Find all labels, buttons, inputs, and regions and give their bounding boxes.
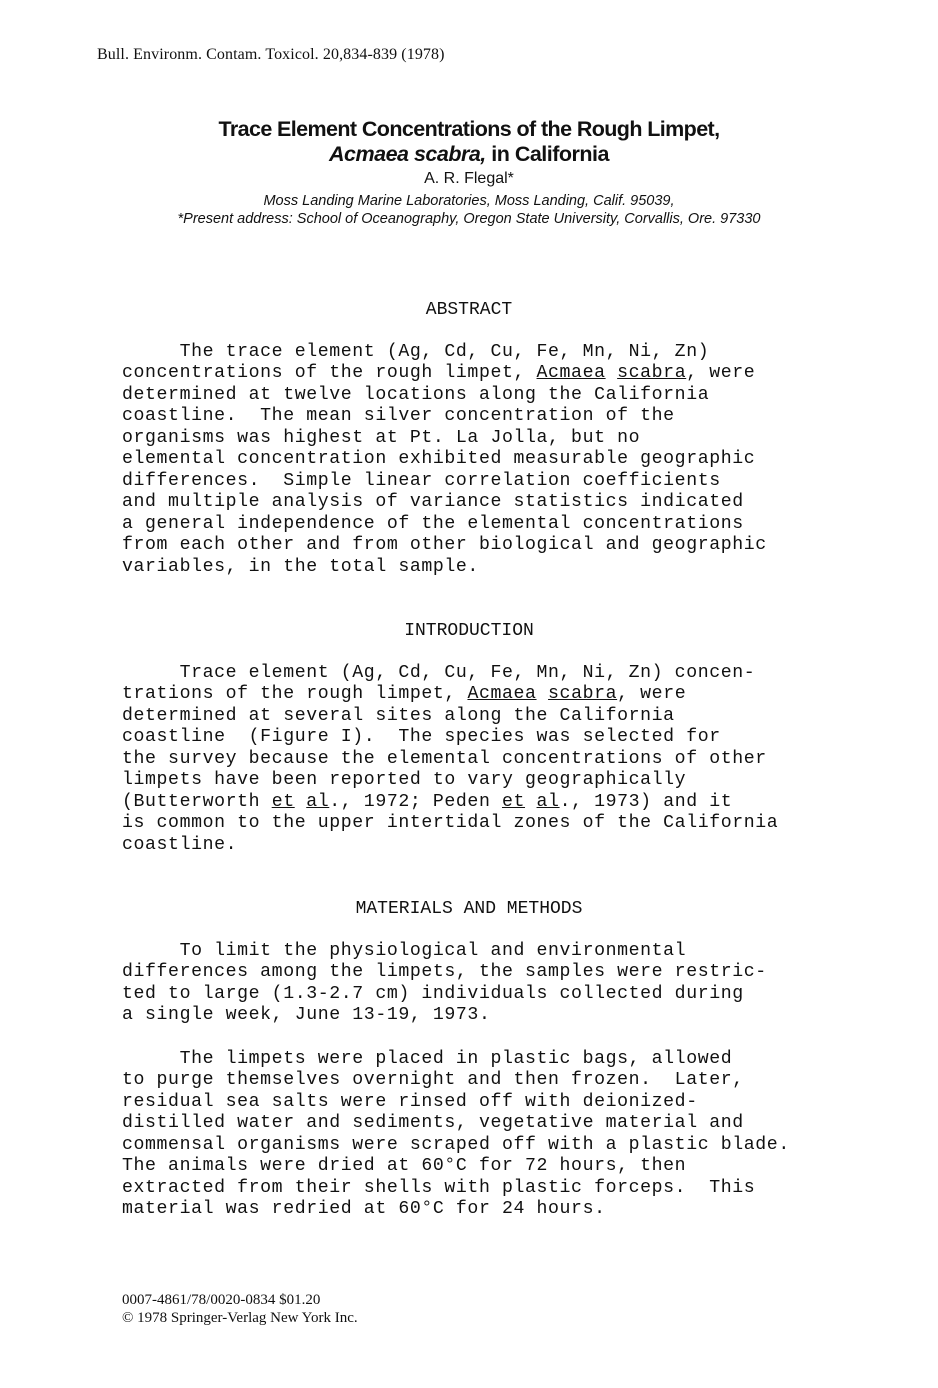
species-underlined: scabra [617, 363, 687, 384]
title-location: in California [485, 142, 609, 166]
species-name: Acmaea scabra, [329, 142, 486, 166]
copyright-notice: © 1978 Springer-Verlag New York Inc. [122, 1310, 358, 1326]
genus-underlined: Acmaea [467, 684, 537, 705]
methods-paragraph-2: The limpets were placed in plastic bags, allowed to purge themselves overnight and then frozen. Later, residual sea salts were rinsed off with deionized- distilled water and sediments, vegetative material and commensal organisms were scraped off with a plastic blade. The animals were dried at 60°C for 72 hours, then extracted from their shells with plastic forceps. This material was redried at 60°C for 24 hours. [122, 1049, 790, 1220]
species-underlined: scabra [548, 684, 618, 705]
paper-title-line-2 [0, 142, 938, 167]
introduction-paragraph: Trace element (Ag, Cd, Cu, Fe, Mn, Ni, Zn) concen- trations of the rough limpet, Acmaea scabra, were determined at several sites along the California coastline (Figure I). The species was selected for the survey because the elemental concentrations of other limpets have been reported to vary geographically (Butterworth et al., 1972; Peden et al., 1973) and it is common to the upper intertidal zones of the California coastline. [122, 663, 779, 855]
methods-heading: MATERIALS AND METHODS [355, 899, 583, 919]
introduction-heading: INTRODUCTION [404, 621, 534, 641]
present-address: *Present address: School of Oceanography, Oregon State University, Corvallis, Ore. 97330 [177, 211, 761, 227]
methods-paragraph-1: To limit the physiological and environmental differences among the limpets, the samples were restric- ted to large (1.3-2.7 cm) individuals collected during a single week, June 13-19, 1973. [122, 941, 767, 1026]
genus-underlined: Acmaea [536, 363, 606, 384]
paper-title-line-1: Trace Element Concentrations of the Rough Limpet, [218, 117, 720, 141]
abstract-paragraph: The trace element (Ag, Cd, Cu, Fe, Mn, Ni, Zn) concentrations of the rough limpet, Acmaea scabra, were determined at twelve locations along the California coastline. The mean silver concentration of the organisms was highest at Pt. La Jolla, but no elemental concentration exhibited measurable geographic differences. Simple linear correlation coefficients and multiple analysis of variance statistics indicated a general independence of the elemental concentrations from each other and from other biological and geographic variables, in the total sample. [122, 342, 767, 577]
publication-code: 0007-4861/78/0020-0834 $01.20 [122, 1292, 321, 1308]
journal-citation: Bull. Environm. Contam. Toxicol. 20,834-839 (1978) [97, 46, 445, 63]
author: A. R. Flegal* [424, 170, 514, 187]
affiliation: Moss Landing Marine Laboratories, Moss Landing, Calif. 95039, [263, 193, 675, 209]
abstract-heading: ABSTRACT [425, 300, 513, 320]
